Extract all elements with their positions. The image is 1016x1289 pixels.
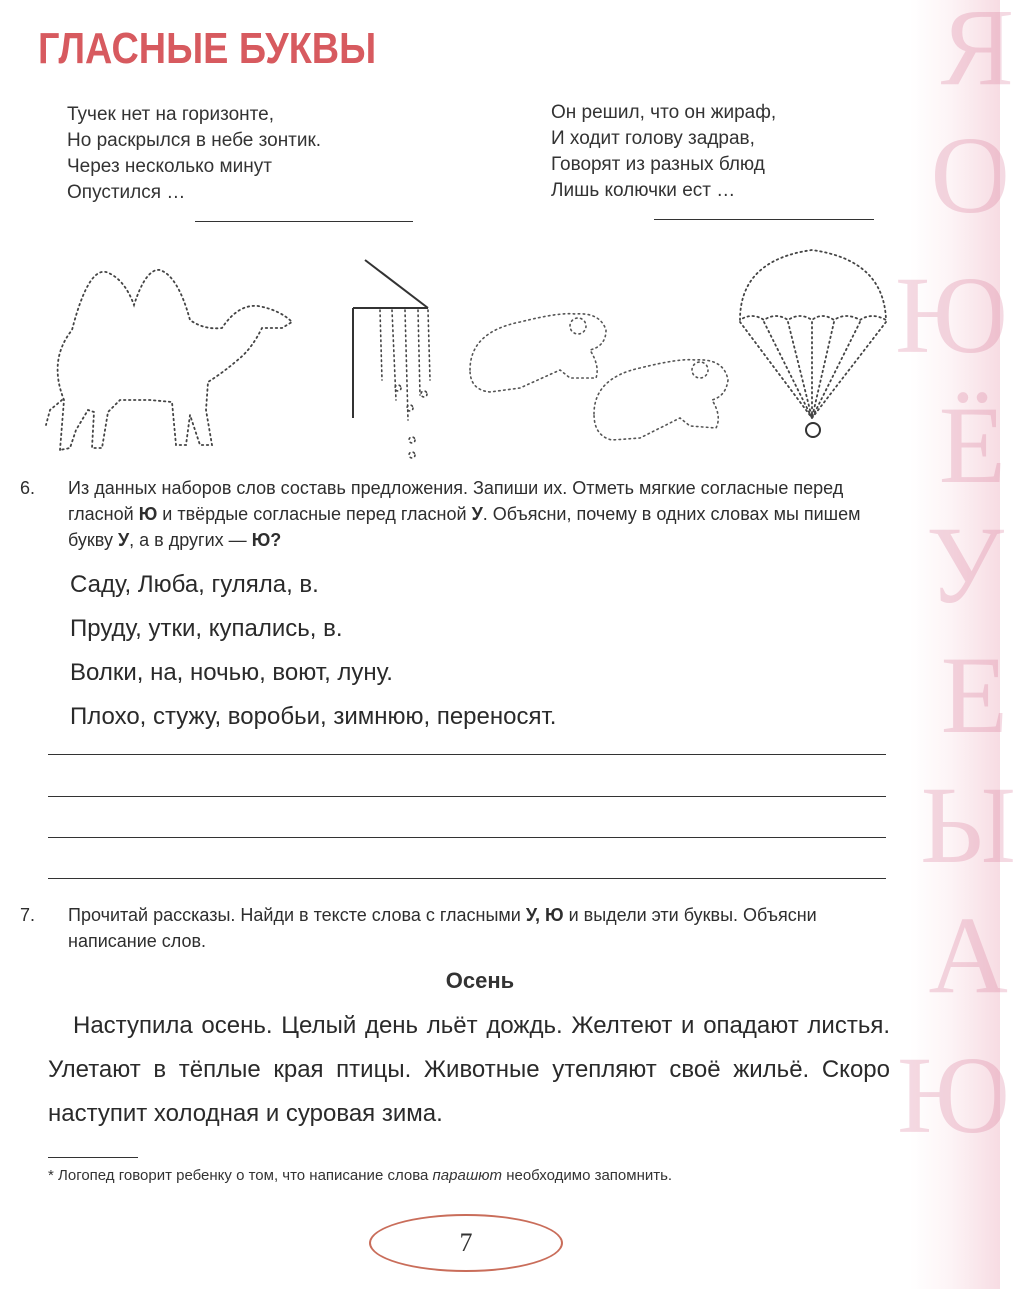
side-letter: Ё xyxy=(938,384,1006,506)
footnote xyxy=(48,1167,672,1184)
task-7-instruction xyxy=(20,902,894,954)
side-letter: У xyxy=(926,504,1004,626)
parachute-icon xyxy=(740,250,886,418)
riddle-umbrella xyxy=(67,102,321,206)
frog-icon xyxy=(470,314,606,392)
side-letter: Я xyxy=(940,0,1014,108)
riddle-line: Лишь колючки ест … xyxy=(551,180,736,201)
writing-line[interactable] xyxy=(48,796,886,797)
task-bold: У, Ю xyxy=(525,905,564,925)
riddle-line: Опустился … xyxy=(67,182,186,203)
footnote-text: * Логопед говорит ребенку о том, что написание слова xyxy=(48,1167,433,1184)
side-letter: О xyxy=(930,114,1010,236)
side-letter: Ю xyxy=(894,254,1008,376)
page-number: 7 xyxy=(459,1228,473,1257)
footnote-text: необходимо запомнить. xyxy=(502,1167,673,1184)
riddle-line: Он решил, что он жираф, xyxy=(551,102,777,123)
footnote-rule xyxy=(48,1157,138,1158)
task-text: Из данных наборов слов составь предложения. Запиши их. Отметь мягкие согласные перед гласной xyxy=(68,478,844,524)
task-bold: У xyxy=(471,504,483,524)
task-text: , а в других — xyxy=(129,530,252,550)
side-letter: Ы xyxy=(920,764,1016,886)
side-letters-decoration xyxy=(894,0,1016,1289)
riddle-line: Но раскрылся в небе зонтик. xyxy=(67,130,322,151)
word-set: Саду, Люба, гуляла, в. xyxy=(70,571,319,598)
riddle-answer-line[interactable] xyxy=(654,219,874,220)
task-bold: У xyxy=(117,530,130,550)
writing-line[interactable] xyxy=(48,754,886,755)
word-set: Волки, на, ночью, воют, луну. xyxy=(70,659,393,686)
side-letter: Е xyxy=(940,634,1008,756)
task-number: 7. xyxy=(20,905,36,925)
side-letter: Ю xyxy=(896,1034,1010,1156)
story-text: Наступила осень. Целый день льёт дождь. Желтеют и опадают листья. Улетают в тёплые края птицы. Животные утепляют своё жильё. Скоро наступит холодная и суровая зима. xyxy=(48,1012,890,1127)
task-bold: Ю xyxy=(138,504,158,524)
frog-icon xyxy=(594,360,728,440)
page-title: ГЛАСНЫЕ БУКВЫ xyxy=(38,24,377,73)
camel-icon xyxy=(46,270,292,450)
word-set: Плохо, стужу, воробьи, зимнюю, переносят. xyxy=(70,703,557,730)
task-text: . Объясни, почему в одних словах мы пишем букву xyxy=(68,504,861,550)
riddle-line: Тучек нет на горизонте, xyxy=(67,104,274,125)
task-text: и выдели эти буквы. Объясни написание слов. xyxy=(68,905,817,951)
task-bold: Ю? xyxy=(251,530,282,550)
word-set: Пруду, утки, купались, в. xyxy=(70,615,343,642)
task-6-instruction xyxy=(20,475,894,553)
page-number-oval xyxy=(369,1214,563,1272)
riddle-answer-line[interactable] xyxy=(195,221,413,222)
footnote-italic: парашют xyxy=(432,1167,503,1184)
word-sets xyxy=(70,563,556,739)
parachute-ring-icon xyxy=(806,423,820,437)
task-text: Прочитай рассказы. Найди в тексте слова с гласными xyxy=(68,905,526,925)
riddle-line: Через несколько минут xyxy=(67,156,272,177)
rain-roof-icon xyxy=(353,260,430,458)
dotted-pictures xyxy=(0,250,900,470)
writing-line[interactable] xyxy=(48,837,886,838)
story-title: Осень xyxy=(445,968,515,993)
task-number: 6. xyxy=(20,478,36,498)
riddle-line: И ходит голову задрав, xyxy=(551,128,755,149)
writing-line[interactable] xyxy=(48,878,886,879)
riddle-line: Говорят из разных блюд xyxy=(551,154,765,175)
riddle-camel xyxy=(551,100,776,204)
side-letter: А xyxy=(928,894,1008,1016)
task-text: и твёрдые согласные перед гласной xyxy=(157,504,472,524)
